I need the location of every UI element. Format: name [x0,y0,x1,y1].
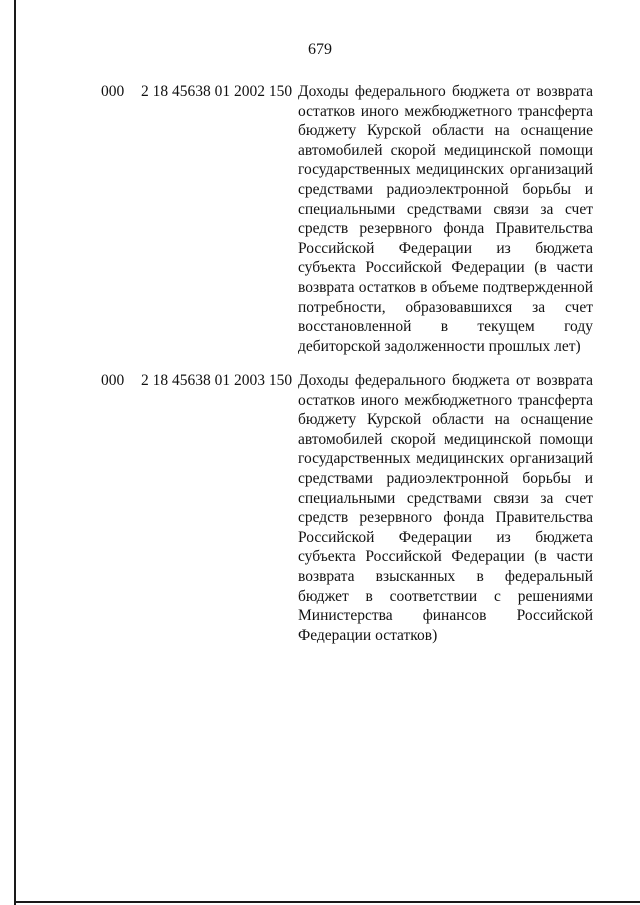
entry-description: Доходы федерального бюджета от возврата остатков иного межбюджетного трансферта бюджету Курской области на оснащение автомобилей скорой медицинской помощи государственных медицинских организаций средствами радиоэлектронной борьбы и специальными средствами связи за счет средств резервного фонда Правительства Российской Федерации из бюджета субъекта Российской Федерации (в части возврата остатков в объеме подтвержденной потребности, образовавшихся за счет восстановленной в текущем году дебиторской задолженности прошлых лет) [298,83,593,355]
admin-code: 000 [101,372,125,389]
scan-bottom-border [14,901,640,903]
kbk-code: 2 18 45638 01 2003 150 [141,372,293,389]
kbk-code: 2 18 45638 01 2002 150 [141,83,293,100]
entry-description: Доходы федерального бюджета от возврата остатков иного межбюджетного трансферта бюджету Курской области на оснащение автомобилей скорой медицинской помощи государственных медицинских организаций средствами радиоэлектронной борьбы и специальными средствами связи за счет средств резервного фонда Правительства Российской Федерации из бюджета субъекта Российской Федерации (в части возврата взысканных в федеральный бюджет в соответствии с решениями Министерства финансов Российской Федерации остатков) [298,372,593,644]
scan-left-border [14,0,16,905]
page-number: 679 [308,41,332,58]
admin-code: 000 [101,83,125,100]
